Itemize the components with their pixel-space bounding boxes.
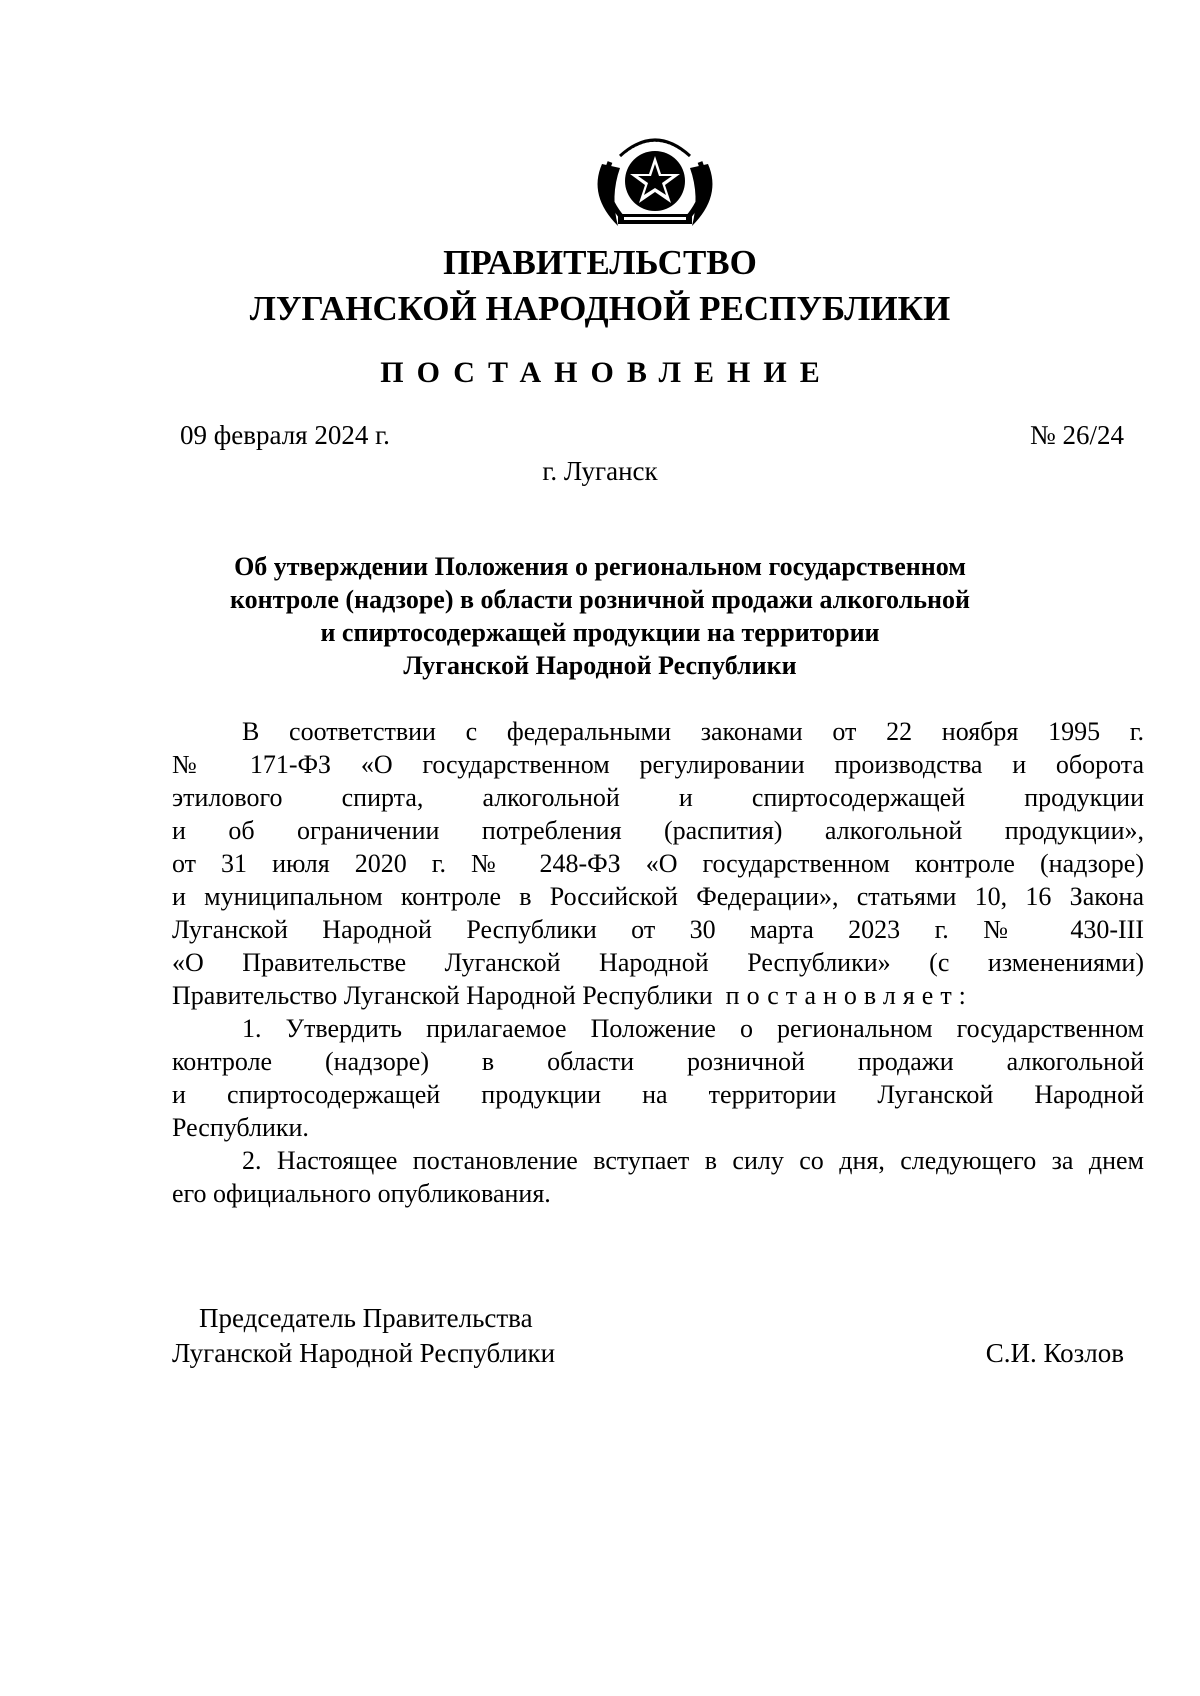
subject-line: и спиртосодержащей продукции на территории [320, 618, 880, 647]
item2-line: его официального опубликования. [172, 1179, 551, 1208]
item2-line: 2. Настоящее постановление вступает в силу со дня, следующего за днем [242, 1146, 1144, 1175]
lnr-coat-of-arms-icon [580, 126, 730, 236]
subject-line: Луганской Народной Республики [403, 651, 797, 680]
item1-line: и спиртосодержащей продукции на территории Луганской Народной [172, 1080, 1144, 1109]
item1-line: Республики. [172, 1113, 309, 1142]
preamble-line: и муниципальном контроле в Российской Федерации», статьями 10, 16 Закона [172, 882, 1144, 911]
item1-line: контроле (надзоре) в области розничной продажи алкогольной [172, 1047, 1144, 1076]
preamble-line: Луганской Народной Республики от 30 марта 2023 г. № 430-III [172, 915, 1144, 944]
preamble-line: № 171-ФЗ «О государственном регулировании производства и оборота [172, 750, 1144, 779]
decree-city: г. Луганск [542, 456, 658, 486]
government-title-line1: ПРАВИТЕЛЬСТВО [443, 243, 757, 282]
preamble-last-text: Правительство Луганской Народной Республики [172, 981, 713, 1010]
signatory-position-line2: Луганской Народной Республики [172, 1338, 556, 1368]
preamble-line: «О Правительстве Луганской Народной Республики» (с изменениями) [172, 948, 1144, 977]
signatory-position [172, 1301, 555, 1371]
decree-body [172, 715, 1144, 1210]
preamble-line: и об ограничении потребления (распития) алкогольной продукции», [172, 816, 1144, 845]
subject-line: Об утверждении Положения о региональном государственном [234, 552, 966, 581]
document-type-heading: ПОСТАНОВЛЕНИЕ [380, 356, 833, 389]
signatory-position-line1: Председатель Правительства [199, 1303, 533, 1333]
preamble-line: от 31 июля 2020 г. № 248-ФЗ «О государственном контроле (надзоре) [172, 849, 1144, 878]
item1-line: 1. Утвердить прилагаемое Положение о региональном государственном [242, 1014, 1144, 1043]
preamble-line: этилового спирта, алкогольной и спиртосодержащей продукции [172, 783, 1144, 812]
resolves-word: постановляет: [725, 981, 973, 1010]
government-title-line2: ЛУГАНСКОЙ НАРОДНОЙ РЕСПУБЛИКИ [249, 289, 951, 328]
decree-subject [0, 550, 1200, 682]
preamble-line: В соответствии с федеральными законами от 22 ноября 1995 г. [242, 717, 1144, 746]
preamble-last-line [172, 979, 1144, 1012]
decree-number: № 26/24 [1029, 420, 1124, 450]
subject-line: контроле (надзоре) в области розничной продажи алкогольной [229, 585, 971, 614]
signatory-name: С.И. Козлов [985, 1338, 1124, 1368]
decree-date: 09 февраля 2024 г. [180, 420, 390, 450]
